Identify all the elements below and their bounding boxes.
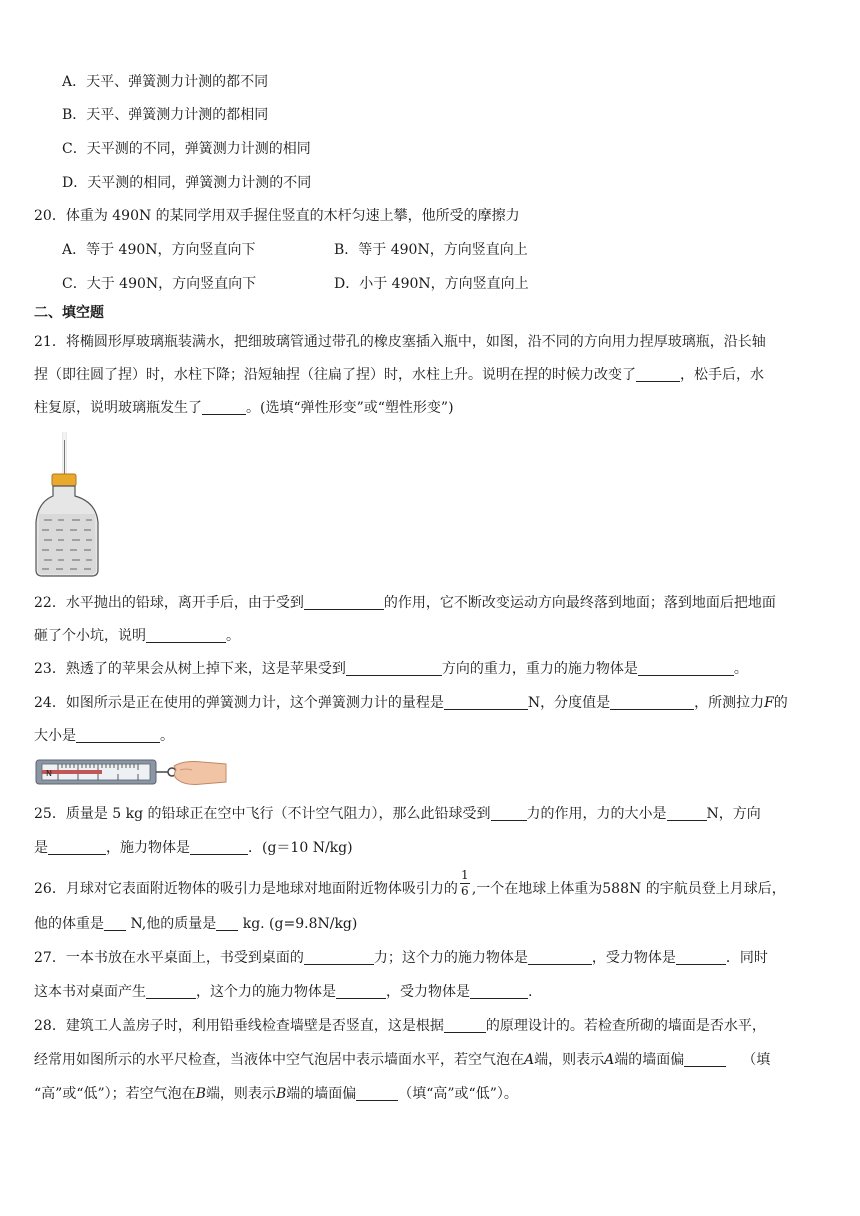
- answer-blank[interactable]: [444, 694, 528, 710]
- q22-text: 22．水平抛出的铅球，离开手后，由于受到: [34, 595, 304, 611]
- answer-blank[interactable]: [638, 660, 734, 676]
- q27-line1: [34, 948, 768, 968]
- q22-text: 。: [226, 628, 240, 644]
- q24-text: 的: [773, 695, 788, 711]
- q24-line1: [34, 693, 788, 713]
- answer-blank[interactable]: [528, 949, 592, 965]
- q27-text: .: [528, 984, 533, 1000]
- q23-text: 。: [733, 661, 748, 677]
- q24-text: 。: [160, 728, 174, 744]
- q25-line2: [34, 838, 353, 858]
- q28-text: 经常用如图所示的水平尺检查，当液体中空气泡居中表示墙面水平，若空气泡在: [34, 1052, 524, 1068]
- answer-blank[interactable]: [202, 399, 246, 415]
- answer-blank[interactable]: [491, 805, 527, 821]
- q21-text: 。(选填“弹性形变”或“塑性形变”): [246, 400, 454, 416]
- q24-line2: [34, 726, 174, 746]
- answer-blank[interactable]: [636, 366, 680, 382]
- q28-line2: [34, 1050, 770, 1070]
- spring-scale-illustration: [34, 756, 228, 790]
- q28-text: “高”或“低”）；若空气泡在: [34, 1086, 196, 1102]
- answer-blank[interactable]: [667, 805, 707, 821]
- q28-symbol-a: A: [604, 1052, 615, 1068]
- q28-text: 端，则表示: [534, 1052, 605, 1068]
- q26-line1: [34, 868, 786, 899]
- q27-text: 这本书对桌面产生: [34, 984, 146, 1000]
- q21-line2: [34, 365, 764, 385]
- q28-text: 端的墙面偏: [614, 1052, 685, 1068]
- q25-text: 是: [34, 840, 48, 856]
- q21-line3: [34, 398, 454, 418]
- q28-text: （填: [742, 1052, 771, 1068]
- q27-text: ．同时: [725, 950, 768, 966]
- answer-blank[interactable]: [444, 1017, 486, 1033]
- answer-blank[interactable]: [356, 1085, 398, 1101]
- answer-blank[interactable]: [190, 839, 248, 855]
- q25-text: 25．质量是 5 kg 的铅球正在空中飞行（不计空气阻力），那么此铅球受到: [34, 806, 491, 822]
- answer-blank[interactable]: [304, 949, 374, 965]
- q20-option-d: D．小于 490N，方向竖直向上: [334, 276, 529, 292]
- q28-text: 28．建筑工人盖房子时，利用铅垂线检查墙壁是否竖直，这是根据: [34, 1018, 444, 1034]
- q26-text: 他的体重是: [34, 916, 104, 932]
- fraction-one-sixth: [460, 868, 470, 899]
- answer-blank[interactable]: [684, 1051, 726, 1067]
- q26-text: N,他的质量是: [126, 916, 217, 932]
- q22-text: 砸了个小坑，说明: [34, 628, 146, 644]
- q28-line1: [34, 1016, 766, 1036]
- q28-text: 的原理设计的。若检查所砌的墙面是否水平，: [485, 1018, 766, 1034]
- q22-line1: [34, 593, 776, 613]
- q23-line: [34, 659, 748, 679]
- q26-text: 26．月球对它表面附近物体的吸引力是地球对地面附近物体吸引力的: [34, 881, 458, 897]
- q25-line1: [34, 804, 761, 824]
- q28-text: 端的墙面偏: [286, 1086, 357, 1102]
- answer-blank[interactable]: [76, 727, 160, 743]
- q19-option-b: B．天平、弹簧测力计测的都相同: [62, 107, 269, 123]
- q23-text: 23．熟透了的苹果会从树上掉下来，这是苹果受到: [34, 661, 346, 677]
- answer-blank[interactable]: [48, 839, 106, 855]
- glass-bottle-illustration: [34, 430, 100, 578]
- scale-unit-label: N: [46, 769, 52, 778]
- q25-text: 力的作用，力的大小是: [526, 806, 667, 822]
- q25-text: ．(g＝10 N/kg): [248, 840, 353, 856]
- q27-line2: [34, 982, 532, 1002]
- q20-stem: 20．体重为 490N 的某同学用双手握住竖直的木杆匀速上攀，他所受的摩擦力: [34, 208, 520, 224]
- q19-option-d: D．天平测的相同，弹簧测力计测的不同: [62, 175, 312, 191]
- section-title: 二、填空题: [34, 305, 104, 321]
- answer-blank[interactable]: [610, 694, 694, 710]
- q22-line2: [34, 626, 240, 646]
- q19-option-a: A．天平、弹簧测力计测的都不同: [62, 74, 269, 90]
- q28-line3: [34, 1084, 518, 1104]
- q24-text: 24．如图所示是正在使用的弹簧测力计，这个弹簧测力计的量程是: [34, 695, 444, 711]
- q28-symbol-b: B: [275, 1086, 287, 1102]
- q20-option-c: C．大于 490N，方向竖直向下: [62, 276, 257, 292]
- q25-text: ，施力物体是: [106, 840, 190, 856]
- q26-line2: [34, 914, 357, 934]
- q23-text: 方向的重力，重力的施力物体是: [441, 661, 638, 677]
- answer-blank[interactable]: [346, 660, 442, 676]
- q24-text: 大小是: [34, 728, 76, 744]
- q27-text: 27．一本书放在水平桌面上，书受到桌面的: [34, 950, 304, 966]
- fraction-denominator: 6: [461, 884, 469, 898]
- q21-text: ，松手后，水: [680, 367, 764, 383]
- fraction-numerator: 1: [461, 868, 469, 882]
- answer-blank[interactable]: [676, 949, 726, 965]
- q28-symbol-b: B: [195, 1086, 206, 1102]
- q22-text: 的作用，它不断改变运动方向最终落到地面；落到地面后把地面: [383, 595, 776, 611]
- answer-blank[interactable]: [216, 915, 238, 931]
- answer-blank[interactable]: [146, 983, 196, 999]
- answer-blank[interactable]: [336, 983, 386, 999]
- q25-text: N，方向: [706, 806, 761, 822]
- answer-blank[interactable]: [304, 594, 384, 610]
- q19-option-c: C．天平测的不同，弹簧测力计测的相同: [62, 141, 311, 157]
- q21-text: 柱复原，说明玻璃瓶发生了: [34, 400, 202, 416]
- q24-symbol-f: F: [764, 695, 774, 711]
- answer-blank[interactable]: [470, 983, 528, 999]
- q28-symbol-a: A: [524, 1052, 535, 1068]
- q27-text: 力；这个力的施力物体是: [373, 950, 528, 966]
- q27-text: ，受力物体是: [591, 950, 676, 966]
- q28-text: 端，则表示: [205, 1086, 276, 1102]
- q20-option-b: B．等于 490N，方向竖直向上: [334, 242, 528, 258]
- q27-text: ，这个力的施力物体是: [196, 984, 336, 1000]
- q21-line1: 21．将椭圆形厚玻璃瓶装满水，把细玻璃管通过带孔的橡皮塞插入瓶中，如图，沿不同的方向用力捏厚玻璃瓶，沿长轴: [34, 334, 766, 350]
- q21-text: 捏（即往圆了捏）时，水柱下降；沿短轴捏（往扁了捏）时，水柱上升。说明在捏的时候力改变了: [34, 367, 636, 383]
- q24-text: N，分度值是: [527, 695, 611, 711]
- q24-text: ，所测拉力: [694, 695, 765, 711]
- answer-blank[interactable]: [146, 627, 226, 643]
- q26-text: ,一个在地球上体重为588N 的宇航员登上月球后，: [471, 881, 786, 897]
- q27-text: ，受力物体是: [386, 984, 470, 1000]
- answer-blank[interactable]: [104, 915, 126, 931]
- q20-option-a: A．等于 490N，方向竖直向下: [62, 242, 256, 258]
- q26-text: kg. (g=9.8N/kg): [238, 916, 358, 932]
- q28-text: （填“高”或“低”）。: [398, 1086, 518, 1102]
